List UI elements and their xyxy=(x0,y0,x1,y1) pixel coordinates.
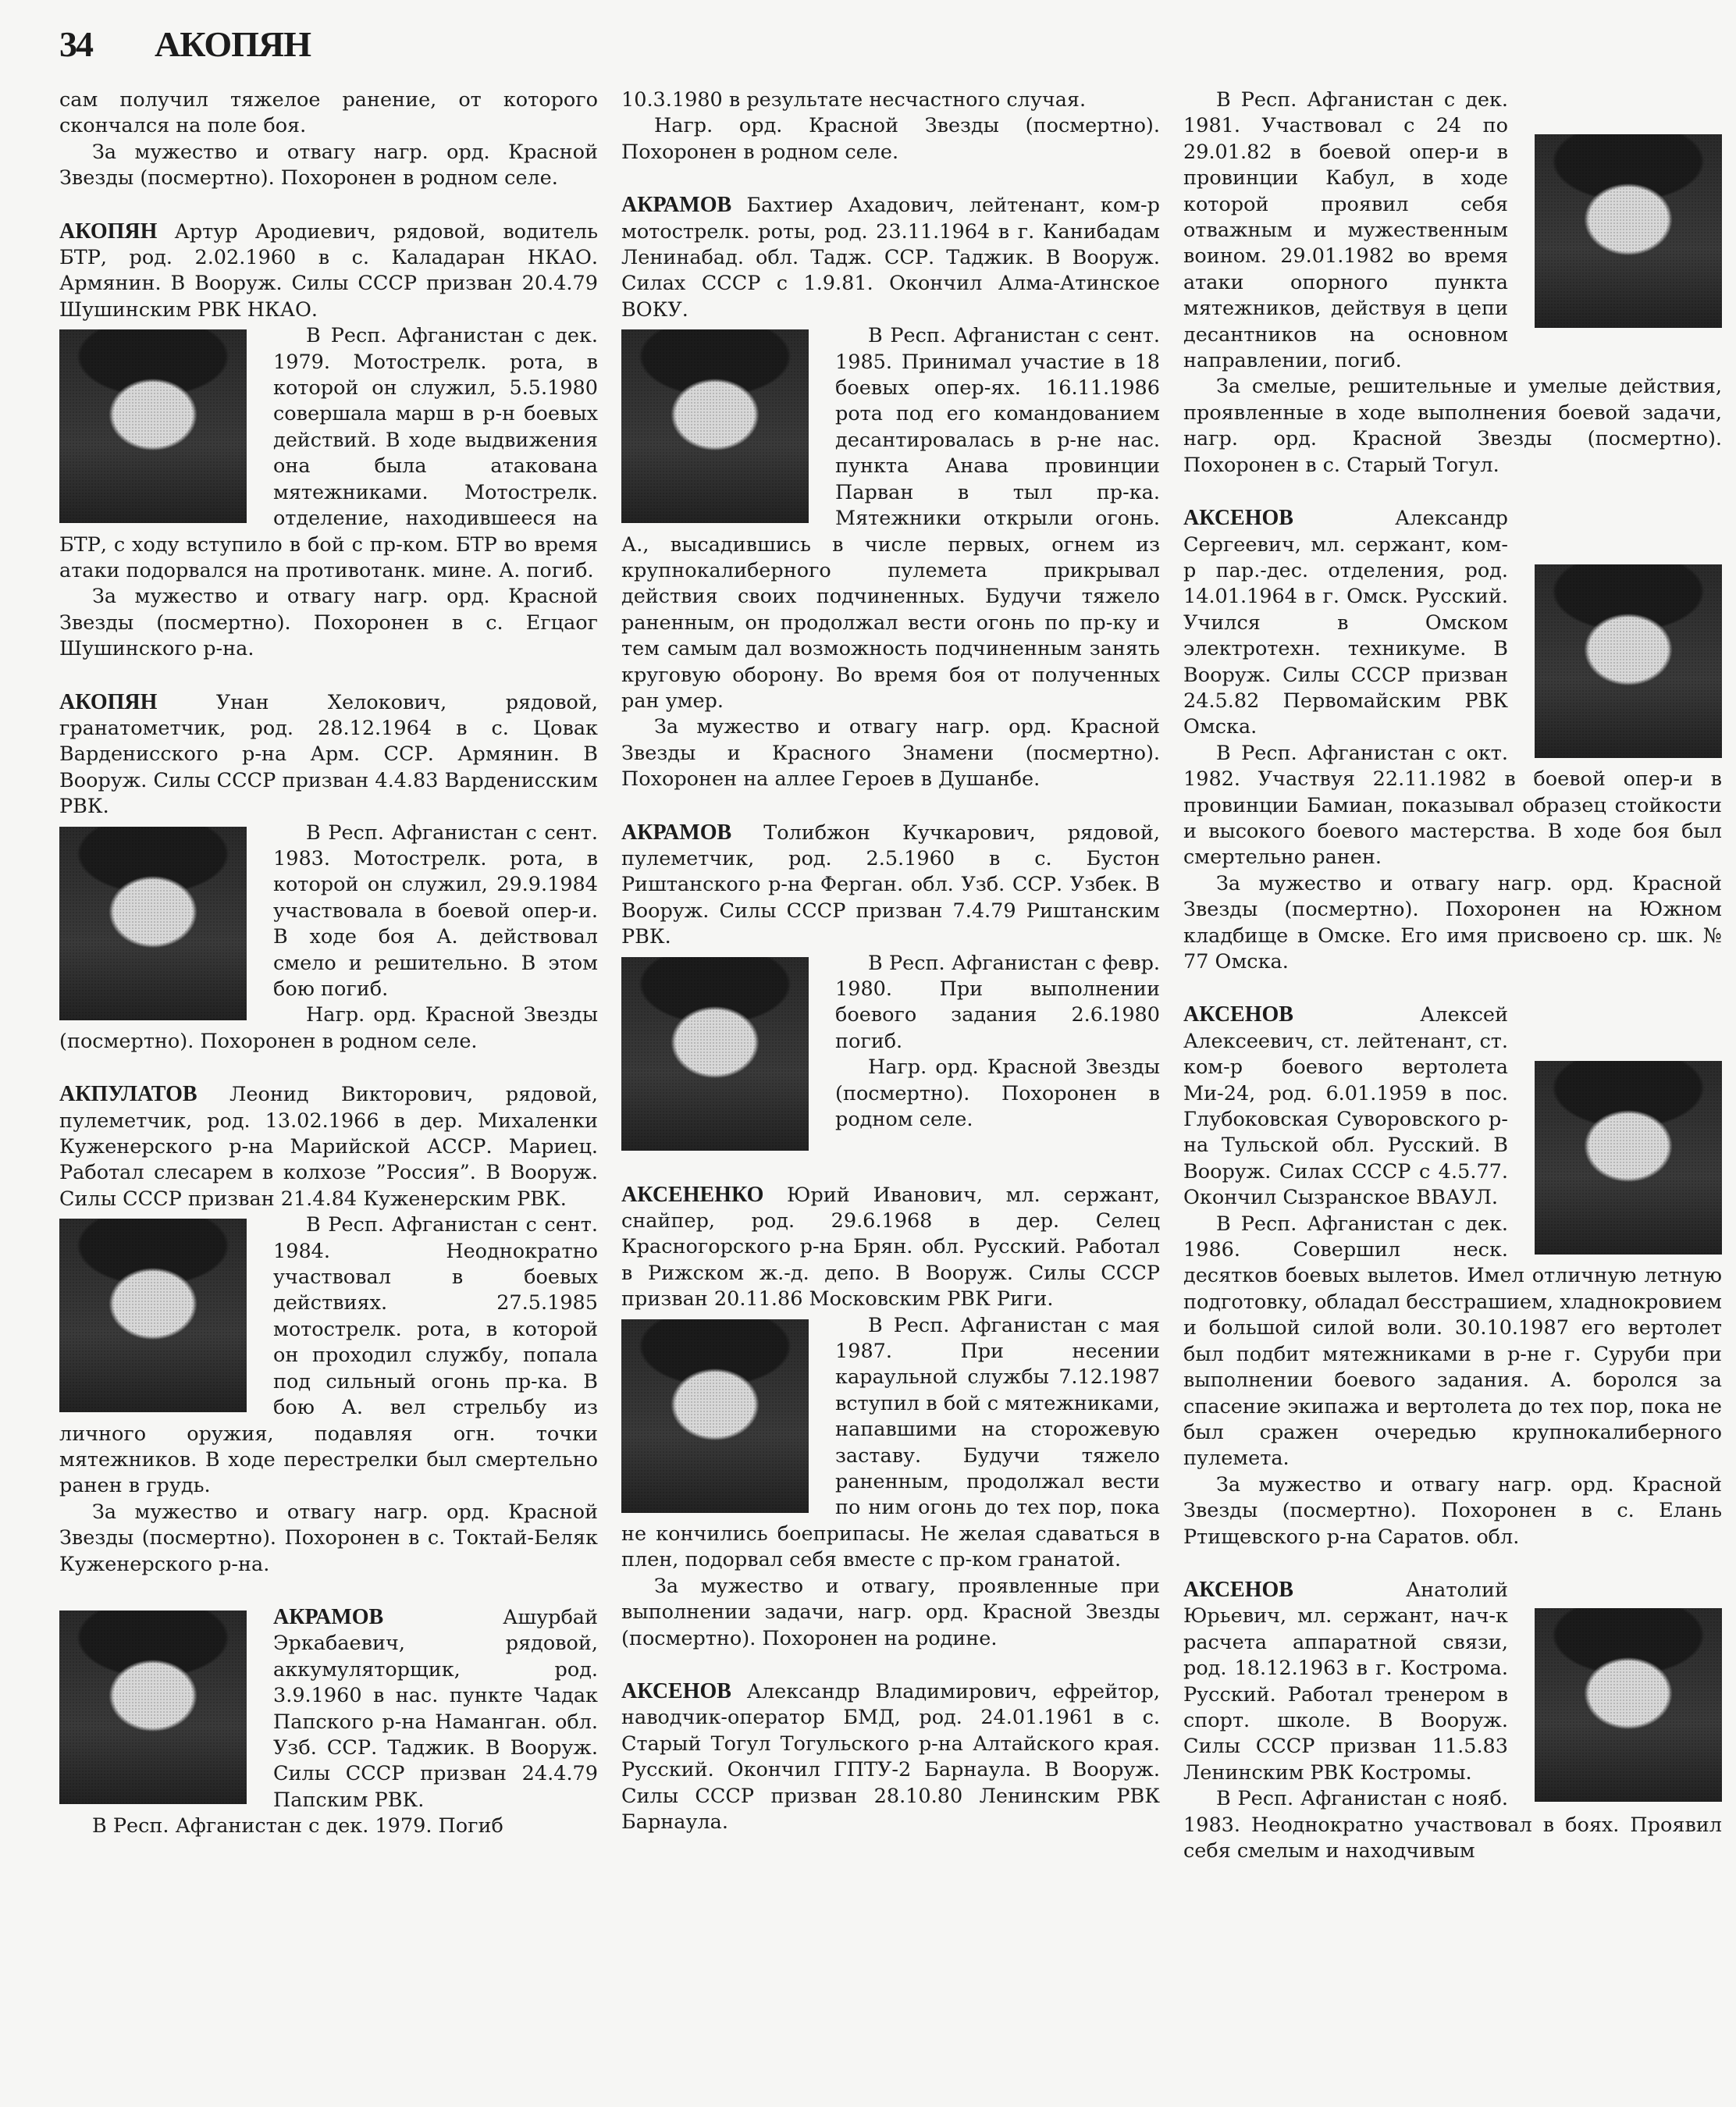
entry-surname: АКСЕНОВ xyxy=(1183,1577,1293,1602)
portrait-photo xyxy=(1535,564,1722,758)
portrait-photo xyxy=(621,1319,809,1513)
entry-paragraph: За смелые, решительные и умелые действия, проявленные в ходе выполнения боевой задачи, нагр. орд. Красной Звезды (посмертно). Похоронен в с. Старый Тогул. xyxy=(1183,375,1722,477)
entry-surname: АКОПЯН xyxy=(59,219,158,244)
entry-lead: Александр Владимирович, ефрейтор, наводчик-оператор БМД, род. 24.01.1961 в с. Старый Тогул Тогульского р-на Алтайского края. Русский. Окончил ГПТУ-2 Барнаула. В Вооруж. Силы СССР призван 28.10.80 Ленинским РВК Барнаула. xyxy=(621,1679,1161,1834)
entry-continuation xyxy=(59,87,598,192)
entry-lead: Александр Сергеевич, мл. сержант, ком-р пар.-дес. отделения, род. 14.01.1964 в г. Омск. Русский. Учился в Омском электротехн. техникуме. В Вооруж. Силы СССР призван 24.5.82 Первомайским РВК Омска. xyxy=(1183,507,1508,739)
entry-paragraph: За мужество и отвагу, проявленные при выполнении задачи, нагр. орд. Красной Звезды (посмертно). Похоронен на родине. xyxy=(621,1574,1160,1650)
entry-paragraph: За мужество и отвагу нагр. орд. Красной Звезды (посмертно). Похоронен в с. Елань Ртищевского р-на Саратов. обл. xyxy=(1183,1472,1722,1549)
entry-aksenov-aleksandr-s xyxy=(1183,505,1722,975)
entry-aksenov-anatoliy xyxy=(1183,1577,1722,1864)
portrait-photo xyxy=(1535,134,1722,328)
entry-paragraph: Нагр. орд. Красной Звезды (посмертно). Похоронен в родном селе. xyxy=(835,1055,1160,1132)
entry-lead: Анатолий Юрьевич, мл. сержант, нач-к расчета аппаратной связи, род. 18.12.1963 в г. Кострома. Русский. Работал тренером в спорт. школе. В Вооруж. Силы СССР призван 11.5.83 Ленинским РВК Костромы. xyxy=(1183,1578,1508,1785)
entry-paragraph: Нагр. орд. Красной Звезды (посмертно). Похоронен в родном селе. xyxy=(59,1003,598,1053)
entry-surname: АКРАМОВ xyxy=(273,1604,384,1629)
entry-paragraph: За мужество и отвагу нагр. орд. Красной Звезды (посмертно). Похоронен в родном селе. xyxy=(59,140,598,190)
column-1 xyxy=(59,87,598,1864)
portrait-photo xyxy=(59,1219,247,1412)
entry-lead: Бахтиер Ахадович, лейтенант, ком-р мотострелк. роты, род. 23.11.1964 в г. Канибадам Ленинабад. обл. Тадж. ССР. Таджик. В Вооруж. Силах СССР с 1.9.81. Окончил Алма-Атинское ВОКУ. xyxy=(621,194,1160,322)
entry-lead: Унан Хелокович, рядовой, гранатометчик, род. 28.12.1964 в с. Цовак Варденисского р-на Арм. ССР. Армянин. В Вооруж. Силы СССР призван 4.4.83 Варденисским РВК. xyxy=(59,690,598,819)
entry-paragraph: В Респ. Афганистан с окт. 1982. Участвуя 22.11.1982 в боевой опер-и в провинции Бамиан, показывал образец стойкости и высокого боевого мастерства. В ходе боя был смертельно ранен. xyxy=(1183,741,1722,870)
entry-surname: АКРАМОВ xyxy=(621,193,732,218)
entry-paragraph: За мужество и отвагу нагр. орд. Красной Звезды и Красного Знамени (посмертно). Похоронен на аллее Героев в Душанбе. xyxy=(621,715,1160,792)
portrait-photo xyxy=(1535,1061,1722,1255)
entry-paragraph: В Респ. Афганистан с сент. 1984. Неоднократно участвовал в боевых действиях. 27.5.1985 мотострелк. рота, в которой он проходил службу, попала под сильный огонь пр-ка. В бою А. вел стрельбу из личного оружия, подавляя огн. точки мятежников. В ходе перестрелки был смертельно ранен в грудь. xyxy=(59,1213,598,1498)
entry-paragraph: В Респ. Афганистан с дек. 1981. Участвовал с 24 по 29.01.82 в боевой опер-и в провинции Кабул, в ходе которой проявил себя отважным и мужественным воином. 29.01.1982 во время атаки опорного пункта мятежников, действуя в цепи десантников на основном направлении, погиб. xyxy=(1183,88,1508,373)
entry-lead: Юрий Иванович, мл. сержант, снайпер, род. 29.6.1968 в дер. Селец Красногорского р-на Брян. обл. Русский. Работал в Рижском ж.-д. депо. В Вооруж. Силы СССР призван 20.11.86 Московским РВК Риги. xyxy=(621,1183,1160,1312)
entry-surname: АКСЕНОВ xyxy=(1183,1002,1293,1027)
entry-paragraph: Нагр. орд. Красной Звезды (посмертно). Похоронен в родном селе. xyxy=(621,114,1160,164)
text-columns xyxy=(59,87,1722,1864)
portrait-photo xyxy=(59,827,247,1020)
entry-paragraph: За мужество и отвагу нагр. орд. Красной Звезды (посмертно). Похоронен на Южном кладбище в Омске. Его имя присвоено ср. шк. № 77 Омска. xyxy=(1183,871,1722,973)
entry-surname: АКОПЯН xyxy=(59,689,158,714)
entry-paragraph: В Респ. Афганистан с дек. 1979. Погиб xyxy=(92,1814,503,1838)
entry-continuation xyxy=(621,87,1160,165)
entry-paragraph: В Респ. Афганистан с мая 1987. При несении караульной службы 7.12.1987 вступил в бой с мятежниками, напавшими на сторожевую заставу. Будучи тяжело раненным, продолжал вести по ним огонь до тех пор, пока не кончились боеприпасы. Не желая сдаваться в плен, подорвал себя вместе с пр-ком гранатой. xyxy=(621,1313,1160,1572)
entry-surname: АКРАМОВ xyxy=(621,820,732,845)
entry-paragraph: В Респ. Афганистан с сент. 1985. Принимал участие в 18 боевых опер-ях. 16.11.1986 рота под его командованием десантировалась в р-не нас. пункта Анава провинции Парван в тыл пр-ка. Мятежники открыли огонь. А., высадившись в числе первых, огнем из крупнокалиберного пулемета прикрывал действия своих подчиненных. Будучи тяжело раненным, он продолжал вести огонь по пр-ку и тем самым дал возможность подчиненным занять круговую оборону. Во время боя от полученных ран умер. xyxy=(621,324,1160,713)
entry-paragraph: В Респ. Афганистан с дек. 1979. Мотострелк. рота, в которой он служил, 5.5.1980 совершала марш в р-н боевых действий. В ходе выдвижения она была атакована мятежниками. Мотострелк. отделение, находившееся на БТР, с ходу вступило в бой с пр-ком. БТР во время атаки подорвался на противотанк. мине. А. погиб. xyxy=(59,324,598,582)
entry-akramov-tolibzhon xyxy=(621,820,1160,1155)
portrait-photo xyxy=(59,329,247,523)
entry-aksenov-aleksey xyxy=(1183,1002,1722,1550)
running-head xyxy=(59,23,311,70)
portrait-photo xyxy=(621,957,809,1151)
entry-paragraph: В Респ. Афганистан с нояб. 1983. Неоднократно участвовал в боях. Проявил себя смелым и находчивым xyxy=(1183,1787,1722,1863)
entry-akpulatov-leonid xyxy=(59,1081,598,1578)
entry-paragraph: В Респ. Афганистан с дек. 1986. Совершил неск. десятков боевых вылетов. Имел отличную летную подготовку, обладал бесстрашием, хладнокровием и большой силой воли. 30.10.1987 его вертолет был подбит мятежниками в р-не г. Суруби при выполнении боевого задания. А. боролся за спасение экипажа и вертолета до тех пор, пока не был сражен очередью крупнокалиберного пулемета. xyxy=(1183,1212,1722,1471)
entry-akramov-bakhtiyer xyxy=(621,192,1160,792)
entry-akopyan-unan xyxy=(59,689,598,1055)
entry-paragraph: За мужество и отвагу нагр. орд. Красной Звезды (посмертно). Похоронен в с. Егцаог Шушинского р-на. xyxy=(59,585,598,661)
entry-aksenenko-yuriy xyxy=(621,1182,1160,1652)
entry-lead: Леонид Викторович, рядовой, пулеметчик, род. 13.02.1966 в дер. Михаленки Куженерского р-на Марийской АССР. Мариец. Работал слесарем в колхозе ”Россия”. В Вооруж. Силы СССР призван 21.4.84 Куженерским РВК. xyxy=(59,1083,598,1211)
entry-lead: Артур Ародиевич, рядовой, водитель БТР, род. 2.02.1960 в с. Каладаран НКАО. Армянин. В Вооруж. Силы СССР призван 20.4.79 Шушинским РВК НКАО. xyxy=(59,219,598,322)
entry-surname: АКСЕНОВ xyxy=(621,1678,731,1703)
entry-paragraph: В Респ. Афганистан с сент. 1983. Мотострелк. рота, в которой он служил, 29.9.1984 участвовала в боевой опер-и. В ходе боя А. действовал смело и решительно. В этом бою погиб. xyxy=(273,820,598,1001)
running-head-word: АКОПЯН xyxy=(155,24,311,64)
entry-akopyan-artur xyxy=(59,219,598,663)
portrait-photo xyxy=(621,329,809,523)
entry-akramov-ashurbay xyxy=(59,1604,598,1840)
entry-continuation xyxy=(1183,87,1722,479)
entry-paragraph: сам получил тяжелое ранение, от которого скончался на поле боя. xyxy=(59,88,598,138)
column-2 xyxy=(621,87,1160,1864)
page-number: 34 xyxy=(59,24,92,64)
entry-lead: Алексей Алексеевич, ст. лейтенант, ст. ком-р боевого вертолета Ми-24, род. 6.01.1959 в пос. Глубоковская Суворовского р-на Тульской обл. Русский. В Вооруж. Силах СССР с 4.5.77. Окончил Сызранское ВВАУЛ. xyxy=(1183,1003,1508,1210)
entry-paragraph: В Респ. Афганистан с февр. 1980. При выполнении боевого задания 2.6.1980 погиб. xyxy=(835,951,1160,1053)
entry-lead: Толибжон Кучкарович, рядовой, пулеметчик, род. 2.5.1960 в с. Бустон Риштанского р-на Ферган. обл. Узб. ССР. Узбек. В Вооруж. Силы СССР призван 7.4.79 Риштанским РВК. xyxy=(621,820,1160,949)
portrait-photo xyxy=(1535,1608,1722,1802)
entry-aksenov-aleksandr-v xyxy=(621,1678,1160,1835)
entry-surname: АКПУЛАТОВ xyxy=(59,1082,197,1107)
entry-paragraph: 10.3.1980 в результате несчастного случая. xyxy=(621,88,1087,112)
entry-lead: Ашурбай Эркабаевич, рядовой, аккумуляторщик, род. 3.9.1960 в нас. пункте Чадак Папского р-на Наманган. обл. Узб. ССР. Таджик. В Вооруж. Силы СССР призван 24.4.79 Папским РВК. xyxy=(273,1605,598,1812)
portrait-photo xyxy=(59,1611,247,1804)
entry-surname: АКСЕНОВ xyxy=(1183,506,1293,531)
entry-paragraph: За мужество и отвагу нагр. орд. Красной Звезды (посмертно). Похоронен в с. Токтай-Беляк Куженерского р-на. xyxy=(59,1500,598,1576)
entry-surname: АКСЕНЕНКО xyxy=(621,1182,764,1207)
column-3 xyxy=(1183,87,1722,1864)
